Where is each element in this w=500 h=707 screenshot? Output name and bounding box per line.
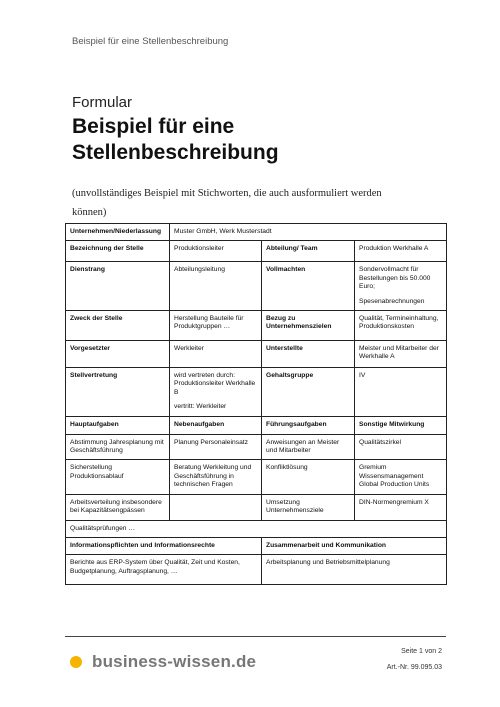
aufgaben-row bbox=[66, 434, 447, 460]
info-value: Berichte aus ERP-System über Qualität, Zeit und Kosten, Budgetplanung, Auftragsplanung, … bbox=[66, 555, 262, 585]
footer-divider bbox=[65, 636, 446, 637]
aufgaben-cell: Konfliktlösung bbox=[262, 460, 355, 494]
fuehrungsaufgaben-header: Führungsaufgaben bbox=[262, 416, 355, 434]
brand-logo bbox=[70, 652, 256, 672]
stellvertretung-value-1: wird vertreten durch: Produktionsleiter Werkhalle B bbox=[174, 372, 256, 396]
aufgaben-row bbox=[66, 460, 447, 494]
page-title: Beispiel für eine Stellenbeschreibung bbox=[72, 115, 279, 164]
page-number: Seite 1 von 2 bbox=[401, 648, 442, 655]
aufgaben-cell: Arbeitsverteilung insbesondere bei Kapazitätsengpässen bbox=[66, 494, 170, 520]
header-title: Beispiel für eine Stellenbeschreibung bbox=[72, 36, 229, 47]
aufgaben-extra-row bbox=[66, 520, 447, 537]
article-number: Art.-Nr. 99.095.03 bbox=[386, 664, 442, 671]
form-row-zweck bbox=[66, 311, 447, 341]
zweck-label: Zweck der Stelle bbox=[66, 311, 170, 341]
aufgaben-cell: Planung Personaleinsatz bbox=[170, 434, 262, 460]
bezeichnung-value: Produktionsleiter bbox=[170, 241, 262, 262]
aufgaben-cell: Sicherstellung Produktionsablauf bbox=[66, 460, 170, 494]
unterstellte-value: Meister und Mitarbeiter der Werkhalle A bbox=[355, 341, 447, 368]
aufgaben-cell: Abstimmung Jahresplanung mit Geschäftsführung bbox=[66, 434, 170, 460]
aufgaben-header-row bbox=[66, 416, 447, 434]
stellvertretung-value bbox=[170, 368, 262, 417]
form-row-vorgesetzter bbox=[66, 341, 447, 368]
vollmachten-value-2: Spesenabrechnungen bbox=[359, 297, 425, 305]
hauptaufgaben-header: Hauptaufgaben bbox=[66, 416, 170, 434]
document-type-label: Formular bbox=[72, 94, 133, 111]
aufgaben-cell bbox=[170, 494, 262, 520]
form-row-dienstrang bbox=[66, 262, 447, 311]
form-row-stellvertretung bbox=[66, 368, 447, 417]
unternehmen-label: Unternehmen/Niederlassung bbox=[66, 224, 170, 241]
dienstrang-label: Dienstrang bbox=[66, 262, 170, 311]
aufgaben-row bbox=[66, 494, 447, 520]
aufgaben-cell: Umsetzung Unternehmensziele bbox=[262, 494, 355, 520]
aufgaben-cell: Anweisungen an Meister und Mitarbeiter bbox=[262, 434, 355, 460]
aufgaben-cell: Gremium Wissensmanagement Global Production Units bbox=[355, 460, 447, 494]
intro-text: (unvollständiges Beispiel mit Stichworten, die auch ausformuliert werden können) bbox=[72, 188, 382, 218]
vollmachten-value bbox=[355, 262, 447, 311]
info-header-row bbox=[66, 537, 447, 554]
abteilung-label: Abteilung/ Team bbox=[262, 241, 355, 262]
aufgaben-cell: Beratung Werkleitung und Geschäftsführung in technischen Fragen bbox=[170, 460, 262, 494]
form-row-unternehmen bbox=[66, 224, 447, 241]
job-description-form bbox=[65, 223, 447, 585]
stellvertretung-value-2: vertritt: Werkleiter bbox=[174, 403, 227, 411]
zweck-value: Herstellung Bauteile für Produktgruppen … bbox=[170, 311, 262, 341]
form-row-bezeichnung bbox=[66, 241, 447, 262]
logo-text: business-wissen.de bbox=[92, 652, 257, 671]
abteilung-value: Produktion Werkhalle A bbox=[355, 241, 447, 262]
bezeichnung-label: Bezeichnung der Stelle bbox=[66, 241, 170, 262]
zusammenarbeit-value: Arbeitsplanung und Betriebsmittelplanung bbox=[262, 555, 447, 585]
info-value-row bbox=[66, 555, 447, 585]
sonstige-mitwirkung-header: Sonstige Mitwirkung bbox=[355, 416, 447, 434]
bezug-label: Bezug zu Unternehmenszielen bbox=[262, 311, 355, 341]
aufgaben-extra-cell: Qualitätsprüfungen … bbox=[66, 520, 447, 537]
unterstellte-label: Unterstellte bbox=[262, 341, 355, 368]
vollmachten-value-1: Sondervollmacht für Bestellungen bis 50.000 Euro; bbox=[359, 266, 431, 291]
nebenaufgaben-header: Nebenaufgaben bbox=[170, 416, 262, 434]
bezug-value: Qualität, Termineinhaltung, Produktionskosten bbox=[355, 311, 447, 341]
logo-dot-icon bbox=[70, 656, 82, 668]
gehaltsgruppe-value: IV bbox=[355, 368, 447, 417]
dienstrang-value: Abteilungsleitung bbox=[170, 262, 262, 311]
vorgesetzter-value: Werkleiter bbox=[170, 341, 262, 368]
unternehmen-value: Muster GmbH, Werk Musterstadt bbox=[170, 224, 447, 241]
info-label: Informationspflichten und Informationsrechte bbox=[66, 537, 262, 554]
zusammenarbeit-label: Zusammenarbeit und Kommunikation bbox=[262, 537, 447, 554]
stellvertretung-label: Stellvertretung bbox=[66, 368, 170, 417]
gehaltsgruppe-label: Gehaltsgruppe bbox=[262, 368, 355, 417]
aufgaben-cell: DIN-Normengremium X bbox=[355, 494, 447, 520]
aufgaben-cell: Qualitätszirkel bbox=[355, 434, 447, 460]
vollmachten-label: Vollmachten bbox=[262, 262, 355, 311]
vorgesetzter-label: Vorgesetzter bbox=[66, 341, 170, 368]
